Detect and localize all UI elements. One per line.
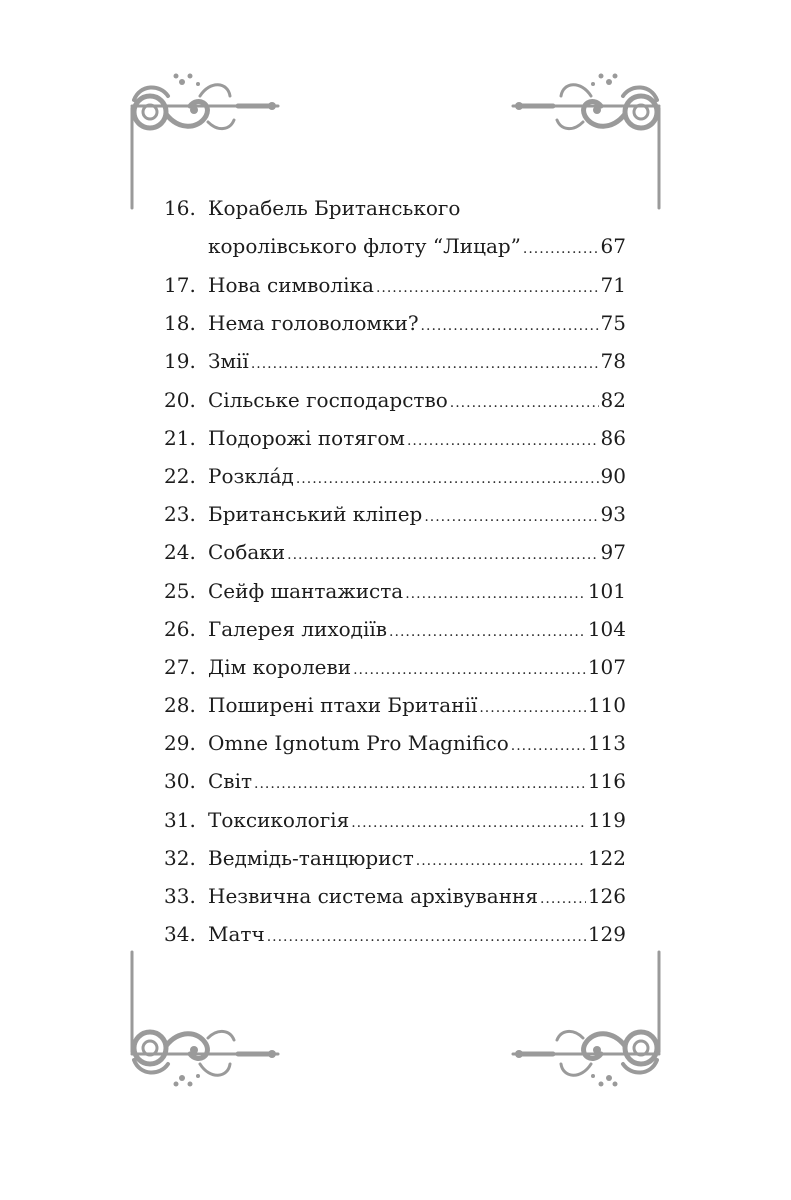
table-of-contents [164, 190, 626, 954]
toc-entry-number: 33. [164, 884, 196, 908]
toc-entry[interactable] [164, 840, 626, 878]
toc-entry[interactable] [164, 267, 626, 305]
flourish-corner-icon [511, 70, 671, 210]
toc-entry-page: 107 [587, 654, 626, 679]
toc-entry-title: Сільське господарство [208, 387, 448, 412]
toc-entry-number: 25. [164, 578, 196, 603]
toc-entry[interactable] [164, 343, 626, 381]
toc-entry-number: 21. [164, 425, 196, 450]
dot-leader [416, 843, 586, 879]
toc-entry[interactable] [164, 190, 626, 267]
dot-leader [389, 614, 586, 650]
toc-entry-number: 27. [164, 654, 196, 679]
toc-entry-title: Дім королеви [208, 654, 352, 679]
toc-entry[interactable] [164, 687, 626, 725]
toc-entry-title: Ведмідь-танцюрист [208, 845, 414, 870]
dot-leader [251, 346, 599, 382]
toc-entry-number: 28. [164, 693, 196, 718]
dot-leader [523, 231, 599, 267]
toc-entry-title: Собаки [208, 540, 286, 565]
flourish-corner-icon [511, 950, 671, 1090]
dot-leader [353, 652, 586, 688]
toc-entry-title: Сейф шантажиста [208, 578, 404, 603]
toc-entry-title: Незвична система архівування [208, 884, 538, 908]
dot-leader [479, 690, 585, 726]
toc-entry-number: 23. [164, 502, 196, 527]
toc-entry-page: 78 [600, 349, 626, 374]
toc-entry-number: 22. [164, 463, 196, 488]
toc-entry-number: 31. [164, 807, 196, 832]
toc-entry-number: 18. [164, 311, 196, 336]
dot-leader [405, 576, 586, 612]
toc-entry[interactable] [164, 916, 626, 954]
dot-leader [424, 499, 598, 535]
toc-entry-page: 113 [587, 731, 626, 756]
toc-entry[interactable] [164, 496, 626, 534]
dot-leader [450, 385, 599, 421]
toc-entry-title: Токсикологія [208, 807, 350, 832]
toc-entry[interactable] [164, 763, 626, 801]
toc-entry-page: 82 [600, 387, 626, 412]
toc-entry[interactable] [164, 649, 626, 687]
dot-leader [254, 766, 586, 802]
toc-entry-number: 17. [164, 273, 196, 297]
toc-entry[interactable] [164, 802, 626, 840]
toc-entry-page: 104 [587, 616, 626, 641]
dot-leader [511, 728, 586, 764]
toc-entry-title: Розкла́д [208, 463, 294, 488]
dot-leader [407, 423, 599, 459]
toc-entry-number: 19. [164, 349, 196, 374]
flourish-corner-icon [120, 950, 280, 1090]
toc-entry-page: 116 [587, 769, 626, 794]
toc-entry[interactable] [164, 573, 626, 611]
toc-entry-page: 67 [600, 234, 626, 258]
toc-entry[interactable] [164, 420, 626, 458]
toc-entry-number: 34. [164, 922, 196, 947]
toc-entry-title: Корабель Британського [208, 196, 461, 220]
dot-leader [376, 270, 599, 306]
dot-leader [287, 537, 598, 573]
toc-entry-page: 90 [600, 463, 626, 488]
toc-entry-title: Матч [208, 922, 265, 947]
toc-entry-title: Британський кліпер [208, 502, 423, 527]
dot-leader [296, 461, 599, 497]
toc-entry-page: 126 [587, 884, 626, 908]
toc-entry-title: Галерея лиходіїв [208, 616, 388, 641]
toc-entry[interactable] [164, 725, 626, 763]
toc-entry-page: 93 [600, 502, 626, 527]
dot-leader [267, 919, 586, 955]
toc-entry-page: 110 [587, 693, 626, 718]
flourish-corner-icon [120, 70, 280, 210]
dot-leader [421, 308, 599, 344]
toc-entry-number: 20. [164, 387, 196, 412]
toc-entry-page: 97 [600, 540, 626, 565]
toc-entry-number: 30. [164, 769, 196, 794]
toc-entry[interactable] [164, 382, 626, 420]
toc-entry-title-continued: королівського флоту “Лицар” [208, 234, 521, 258]
toc-entry-page: 101 [587, 578, 626, 603]
toc-entry[interactable] [164, 878, 626, 916]
toc-entry-title: Omne Ignotum Pro Magnifico [208, 731, 509, 756]
toc-entry-title: Нова символіка [208, 273, 374, 297]
toc-entry-number: 32. [164, 845, 196, 870]
toc-entry-title: Світ [208, 769, 253, 794]
toc-entry-title: Змії [208, 349, 249, 374]
toc-entry-page: 86 [600, 425, 626, 450]
toc-entry-page: 71 [600, 273, 626, 297]
toc-entry[interactable] [164, 611, 626, 649]
toc-entry-number: 29. [164, 731, 196, 756]
toc-entry-page: 122 [587, 845, 626, 870]
toc-entry-page: 129 [587, 922, 626, 947]
toc-entry-page: 119 [587, 807, 626, 832]
toc-entry-number: 16. [164, 196, 196, 220]
toc-entry-title: Поширені птахи Британії [208, 693, 478, 718]
toc-entry[interactable] [164, 458, 626, 496]
toc-entry-title: Нема головоломки? [208, 311, 419, 336]
toc-entry-title: Подорожі потягом [208, 425, 405, 450]
toc-entry-number: 24. [164, 540, 196, 565]
toc-entry[interactable] [164, 534, 626, 572]
toc-entry-number: 26. [164, 616, 196, 641]
toc-entry-page: 75 [600, 311, 626, 336]
dot-leader [351, 805, 586, 841]
toc-entry[interactable] [164, 305, 626, 343]
dot-leader [540, 881, 586, 917]
